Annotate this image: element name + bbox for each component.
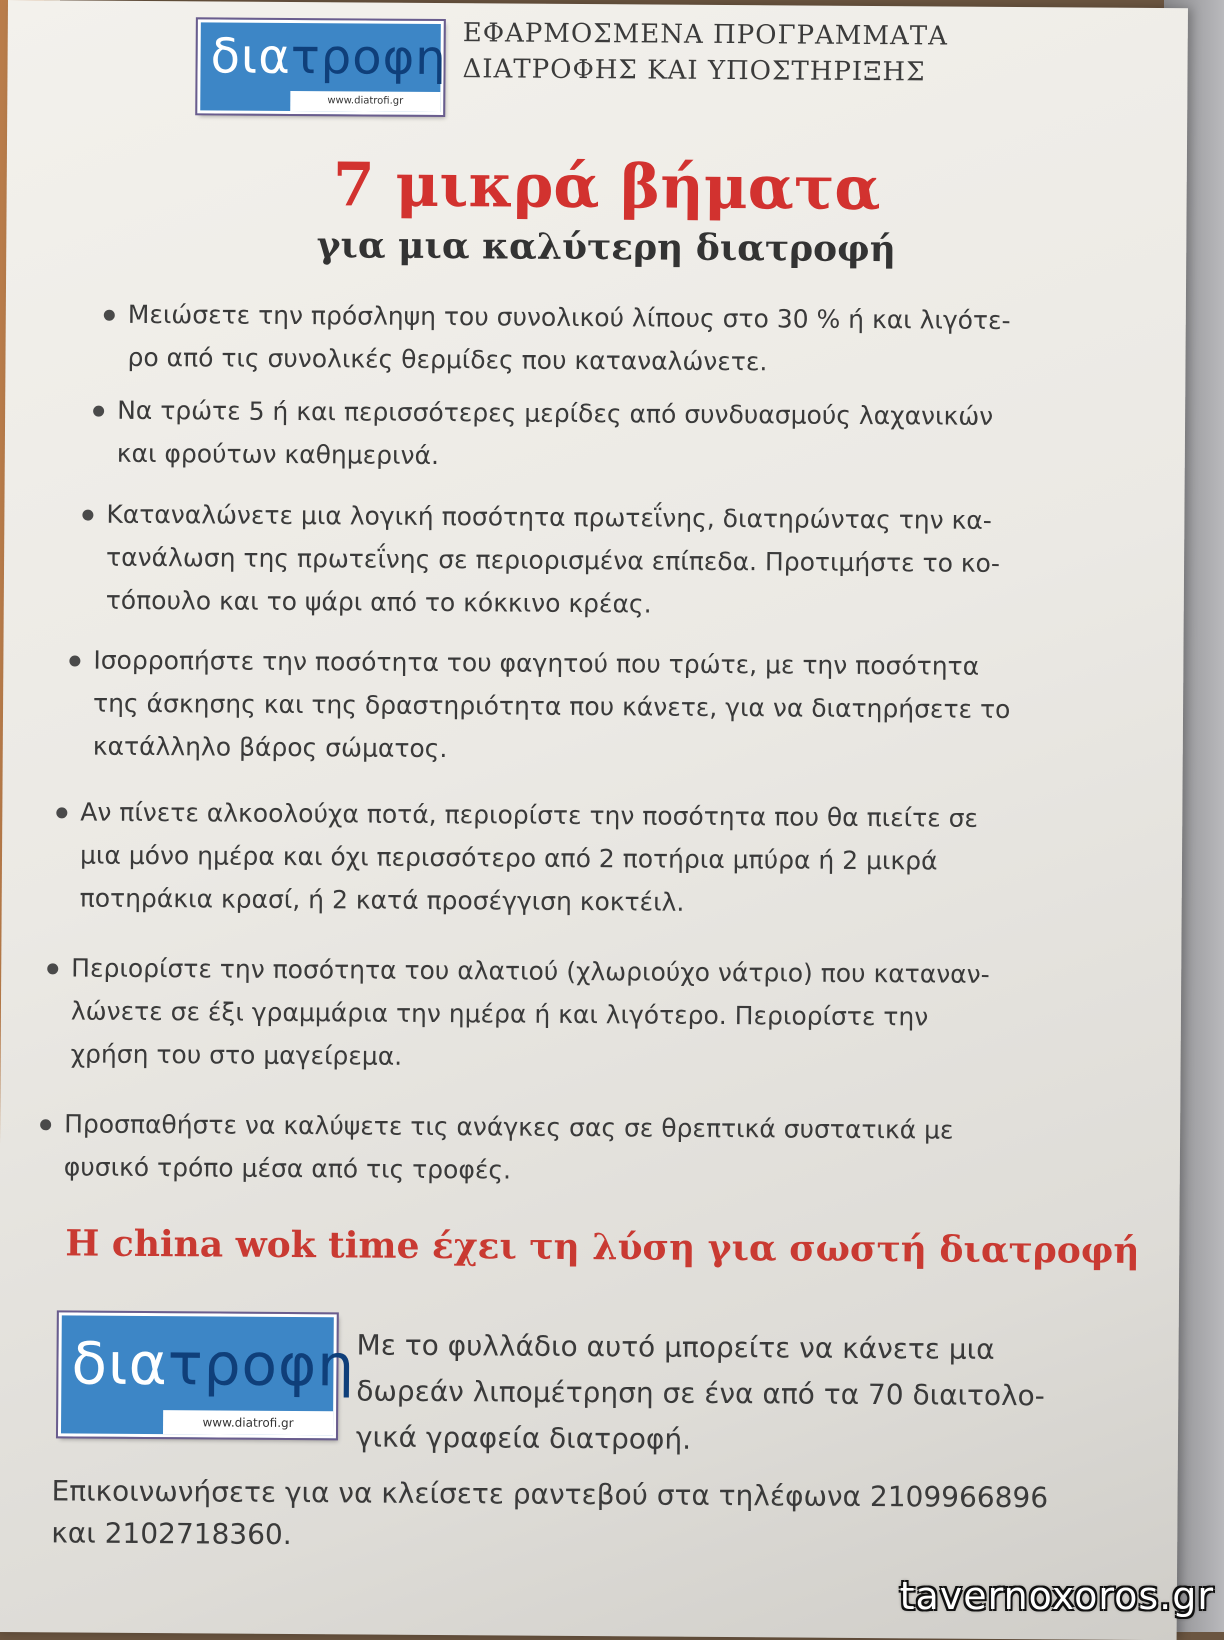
tip-line: της άσκησης και της δραστηριότητα που κάνετε, για να διατηρήσετε το bbox=[92, 688, 1011, 725]
promo-text bbox=[356, 1322, 1117, 1465]
tip-line: χρήση του στο μαγείρεμα. bbox=[70, 1039, 403, 1071]
bullet-dot bbox=[93, 406, 104, 417]
logo-word-part1: δια bbox=[71, 1329, 169, 1399]
tip-line: μια μόνο ημέρα και όχι περισσότερο από 2 ποτήρια μπύρα ή 2 μικρά bbox=[79, 840, 938, 876]
bullet-dot bbox=[104, 310, 115, 321]
logo-wordmark bbox=[71, 1329, 355, 1399]
contact-text bbox=[51, 1470, 1152, 1562]
logo-word-part1: δια bbox=[210, 28, 292, 85]
tip-line: Αν πίνετε αλκοολούχα ποτά, περιορίστε την ποσότητα που θα πιείτε σε bbox=[80, 797, 979, 833]
diatrofi-logo bbox=[197, 19, 447, 115]
tip-line: φυσικό τρόπο μέσα από τις τροφές. bbox=[63, 1152, 512, 1185]
tip-item-4 bbox=[93, 639, 1011, 774]
tip-line: Ισορροπήστε την ποσότητα του φαγητού που τρώτε, με την ποσότητα bbox=[93, 645, 980, 681]
tip-line: Προσπαθήστε να καλύψετε τις ανάγκες σας σε θρεπτικά συστατικά με bbox=[64, 1109, 954, 1145]
tip-line: ρο από τις συνολικές θερμίδες που καταναλώνετε. bbox=[127, 342, 768, 377]
tip-item-6 bbox=[70, 946, 989, 1081]
slogan: Η china wok time έχει τη λύση για σωστή διατροφή bbox=[65, 1222, 1140, 1272]
logo-url: www.diatrofi.gr bbox=[290, 91, 440, 112]
tip-line: Καταναλώνετε μια λογική ποσότητα πρωτεΐνης, διατηρώντας την κα- bbox=[106, 499, 992, 535]
contact-line: και 2102718360. bbox=[51, 1516, 292, 1552]
tip-item-5 bbox=[80, 791, 979, 926]
tip-line: λώνετε σε έξι γραμμάρια την ημέρα ή και λιγότερο. Περιορίστε την bbox=[70, 996, 929, 1032]
logo-word-part2: τροφη bbox=[167, 1330, 356, 1400]
tip-line: ποτηράκια κρασί, ή 2 κατά προσέγγιση κοκτέιλ. bbox=[79, 883, 685, 917]
org-title-line2: ΔΙΑΤΡΟΦΗΣ ΚΑΙ ΥΠΟΣΤΗΡΙΞΗΣ bbox=[462, 54, 926, 88]
promo-line: Με το φυλλάδιο αυτό μπορείτε να κάνετε μια bbox=[356, 1328, 995, 1366]
tip-line: τόπουλο και το ψάρι από το κόκκινο κρέας. bbox=[105, 585, 652, 619]
tip-line: Μειώσετε την πρόσληψη του συνολικού λίπους στο 30 % ή και λιγότε- bbox=[127, 299, 1011, 336]
promo-line: γικά γραφεία διατροφή. bbox=[355, 1420, 692, 1456]
bullet-dot bbox=[56, 807, 67, 818]
logo-word-part2: τροφη bbox=[290, 28, 447, 87]
page-title: 7 μικρά βήματα bbox=[332, 150, 881, 225]
tip-item-3 bbox=[106, 493, 1001, 628]
diatrofi-logo-footer bbox=[58, 1312, 356, 1438]
tip-item-7 bbox=[64, 1102, 954, 1194]
tip-line: κατάλληλο βάρος σώματος. bbox=[92, 731, 448, 764]
tip-line: τανάλωση της πρωτεΐνης σε περιορισμένα επίπεδα. Προτιμήστε το κο- bbox=[106, 542, 1001, 578]
tip-item-2 bbox=[117, 389, 994, 481]
contact-line: Επικοινωνήσετε για να κλείσετε ραντεβού στα τηλέφωνα 2109966896 bbox=[51, 1474, 1049, 1515]
bullet-dot bbox=[82, 510, 93, 521]
tip-line: και φρούτων καθημερινά. bbox=[116, 438, 440, 471]
org-title-line1: ΕΦΑΡΜΟΣΜΕΝΑ ΠΡΟΓΡΑΜΜΑΤΑ bbox=[462, 18, 949, 52]
promo-line: δωρεάν λιπομέτρηση σε ένα από τα 70 διαιτολο- bbox=[356, 1374, 1045, 1413]
tip-item-1 bbox=[127, 293, 1010, 385]
bullet-dot bbox=[40, 1119, 51, 1130]
logo-wordmark bbox=[210, 28, 446, 86]
page-subtitle: για μια καλύτερη διατροφή bbox=[316, 224, 897, 271]
organization-title bbox=[462, 15, 1022, 91]
tip-line: Να τρώτε 5 ή και περισσότερες μερίδες από συνδυασμούς λαχανικών bbox=[117, 395, 994, 431]
logo-url: www.diatrofi.gr bbox=[163, 1410, 333, 1435]
site-watermark: tavernoxoros.gr bbox=[899, 1574, 1214, 1618]
bullet-dot bbox=[47, 963, 58, 974]
bullet-dot bbox=[69, 655, 80, 666]
tip-line: Περιορίστε την ποσότητα του αλατιού (χλωριούχο νάτριο) που καταναν- bbox=[71, 953, 990, 989]
